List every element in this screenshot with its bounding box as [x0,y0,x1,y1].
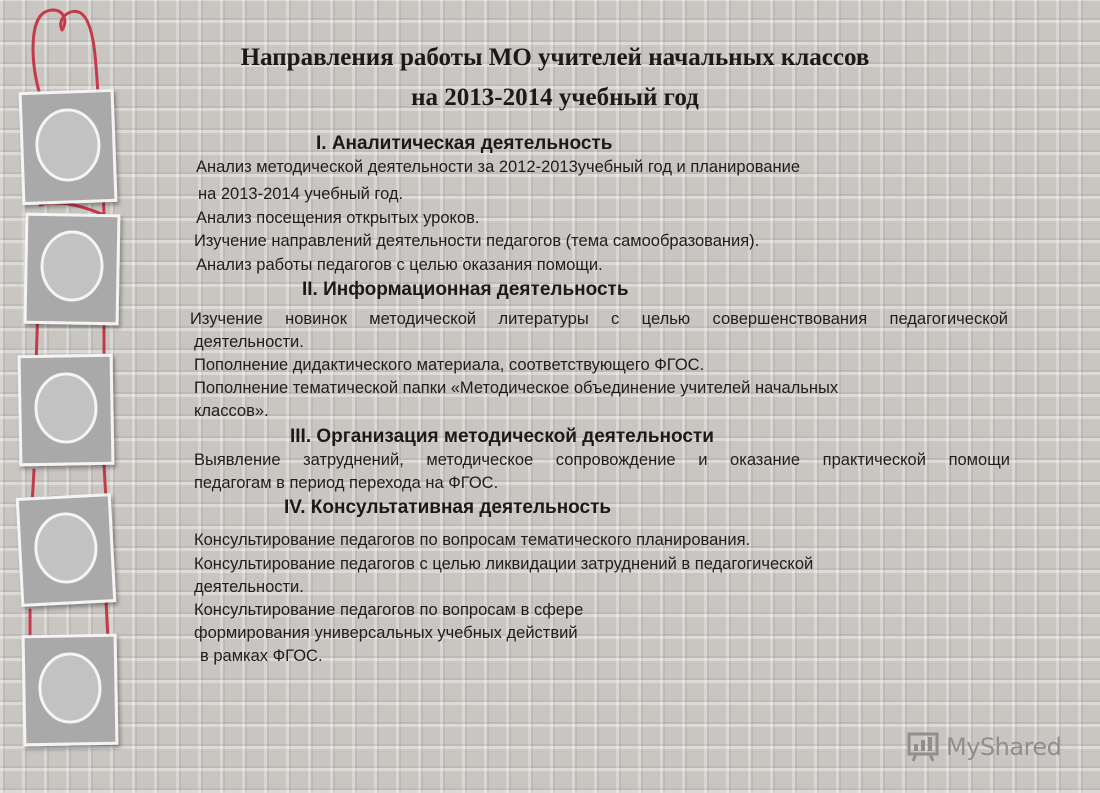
section-heading-informational: II. Информационная деятельность [302,279,629,300]
presentation-board-icon [906,731,940,763]
section-1-line: Анализ методической деятельности за 2012-2013учебный год и планирование [196,158,801,176]
section-heading-consultative: IV. Консультативная деятельность [284,497,612,518]
watermark-text: MyShared [946,733,1062,761]
hanging-cards-decoration [0,0,140,793]
section-1-line: Анализ посещения открытых уроков. [196,209,480,227]
section-4-line: в рамках ФГОС. [200,647,323,665]
slide-title-line-1: Направления работы МО учителей начальных классов [240,44,870,71]
card-4 [17,495,114,606]
section-2-line: классов». [194,402,269,420]
section-4-line: Консультирование педагогов по вопросам тематического планирования. [194,531,751,549]
section-4-line: Консультирование педагогов с целью ликвидации затруднений в педагогической [194,555,814,573]
card-1 [20,90,116,203]
section-4-line: формирования универсальных учебных действий [194,624,578,642]
section-2-line: Пополнение тематической папки «Методическое объединение учителей начальных [194,379,839,397]
section-1-line: на 2013-2014 учебный год. [198,185,404,203]
section-4-line: Консультирование педагогов по вопросам в сфере [194,601,584,619]
section-3-line: педагогам в период перехода на ФГОС. [194,474,499,492]
card-5 [23,635,117,745]
card-2 [25,214,119,324]
string-loop-top [33,10,98,95]
section-2-line: Изучение новинок методической литературы с целью совершенствования педагогической [190,310,1008,328]
section-heading-organization: III. Организация методической деятельности [290,426,714,447]
section-2-line: деятельности. [194,333,304,351]
section-4-line: деятельности. [194,578,304,596]
section-heading-analytical: I. Аналитическая деятельность [316,133,613,154]
section-2-line: Пополнение дидактического материала, соответствующего ФГОС. [194,356,705,374]
myshared-watermark [906,730,1061,764]
section-1-line: Изучение направлений деятельности педагогов (тема самообразования). [194,232,760,250]
section-3-line: Выявление затруднений, методическое сопровождение и оказание практической помощи [194,451,1010,469]
card-3 [19,355,113,465]
slide-title-line-2: на 2013-2014 учебный год [411,84,699,111]
section-1-line: Анализ работы педагогов с целью оказания помощи. [196,256,603,274]
